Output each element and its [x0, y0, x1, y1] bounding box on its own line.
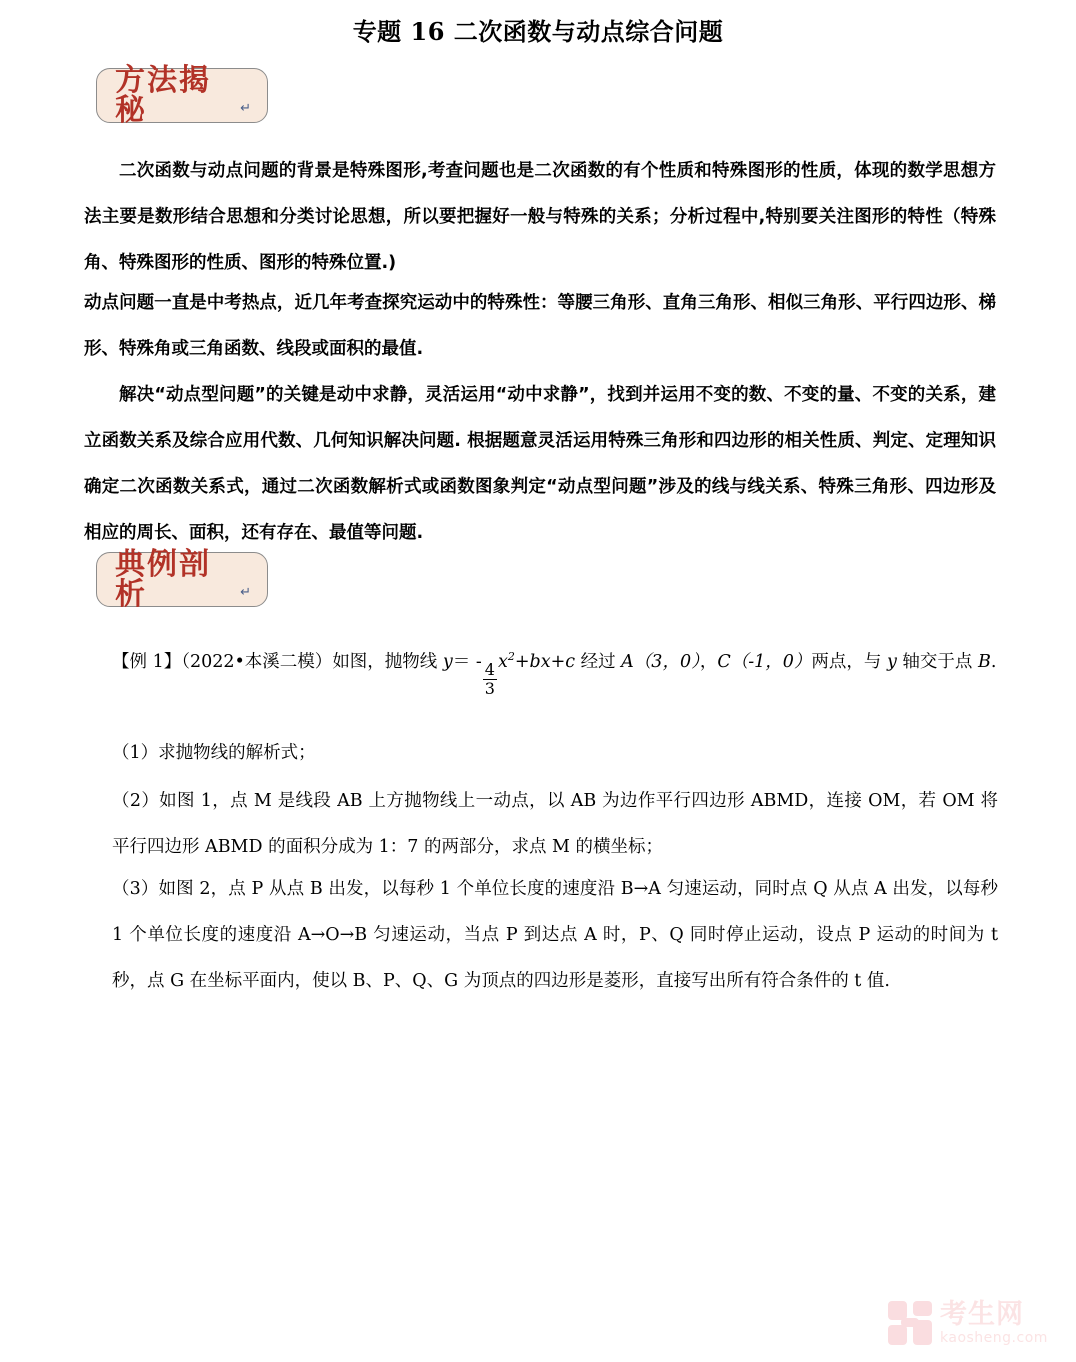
formula-equals: ＝ [452, 651, 471, 672]
formula-fraction-denominator: 3 [484, 679, 495, 699]
example-lead [112, 634, 998, 697]
example-question-3-container [112, 866, 998, 1004]
watermark-brand-en: kaosheng.com [940, 1330, 1048, 1346]
example-comma: ， [699, 651, 718, 672]
point-b: B [978, 651, 991, 672]
axis-y-label: y [886, 651, 897, 672]
example-lead-text-2: 经过 [575, 651, 622, 672]
formula-lhs: y [442, 651, 453, 672]
section-badge-example-label: 典例剖析 [115, 546, 211, 612]
section-badge-method-label: 方法揭秘 [115, 62, 211, 128]
logo-square-bottom-left [888, 1325, 907, 1345]
method-paragraph-1-container [84, 148, 996, 286]
formula-fraction [483, 662, 497, 697]
pilcrow-icon: ↵ [240, 585, 251, 600]
kaosheng-logo-icon [888, 1301, 932, 1345]
example-lead-text-4: 轴交于点 [896, 651, 978, 672]
method-paragraph-1: 二次函数与动点问题的背景是特殊图形,考查问题也是二次函数的有个性质和特殊图形的性质，体现的数学思想方法主要是数形结合思想和分类讨论思想，所以要把握好一般与特殊的关系；分析过程中,特别要关注图形的特性（特殊角、特殊图形的性质、图形的特殊位置.) [84, 161, 996, 273]
formula-minus: - [475, 651, 482, 672]
example-source: （2022•本溪二模） [181, 651, 333, 672]
example-question-1-container [112, 730, 998, 776]
watermark-text [940, 1301, 1048, 1345]
logo-square-bottom-right [913, 1320, 932, 1345]
method-paragraph-2-container [84, 280, 996, 372]
example-question-2: （2）如图 1，点 M 是线段 AB 上方抛物线上一动点，以 AB 为边作平行四边形 ABMD，连接 OM，若 OM 将平行四边形 ABMD 的面积分成为 1：7 的两部分，求点 M 的横坐标； [112, 791, 998, 857]
example-question-2-container [112, 778, 998, 870]
section-badge-example [96, 546, 268, 612]
example-lead-end: . [990, 651, 997, 672]
method-paragraph-3-container [84, 372, 996, 556]
example-question-1: （1）求抛物线的解析式； [112, 743, 316, 763]
method-paragraph-3: 解决“动点型问题”的关键是动中求静，灵活运用“动中求静”，找到并运用不变的数、不变的量、不变的关系，建立函数关系及综合应用代数、几何知识解决问题. 根据题意灵活运用特殊三角形和四边形的相关性质、判定、定理知识确定二次函数关系式，通过二次函数解析式或函数图象判定“动点型问题”涉及的线与线关系、特殊三角形、四边形及相应的周长、面积，还有存在、最值等问题. [84, 385, 996, 543]
example-label: 【例 1】 [112, 651, 182, 672]
point-a: A（3，0） [621, 651, 700, 672]
example-question-3: （3）如图 2，点 P 从点 B 出发，以每秒 1 个单位长度的速度沿 B→A 匀速运动，同时点 Q 从点 A 出发，以每秒 1 个单位长度的速度沿 A→O→B 匀速运动，当点 P 到达点 A 时，P、Q 同时停止运动，设点 P 运动的时间为 t 秒，点 G 在坐标平面内，使以 B、P、Q、G 为顶点的四边形是菱形，直接写出所有符合条件的 t 值. [112, 879, 998, 991]
formula-rest: +bx+c [514, 651, 576, 672]
watermark-brand-cn: 考生网 [940, 1299, 1024, 1330]
example-lead-text-3: 两点，与 [811, 651, 887, 672]
formula-variable: x [497, 651, 508, 672]
example-lead-container [112, 634, 998, 697]
method-paragraph-2: 动点问题一直是中考热点，近几年考查探究运动中的特殊性：等腰三角形、直角三角形、相似三角形、平行四边形、梯形、特殊角或三角函数、线段或面积的最值. [84, 293, 996, 359]
watermark [888, 1292, 1064, 1354]
logo-square-top-right [913, 1301, 932, 1316]
example-lead-text: 如图，抛物线 [332, 651, 443, 672]
point-c: C（‐1，0） [717, 651, 812, 672]
page-title: 专题 16 二次函数与动点综合问题 [352, 17, 724, 46]
section-badge-method [96, 62, 268, 128]
pilcrow-icon: ↵ [240, 101, 251, 116]
formula-fraction-numerator: 4 [484, 660, 495, 680]
formula-exponent: 2 [507, 650, 515, 663]
